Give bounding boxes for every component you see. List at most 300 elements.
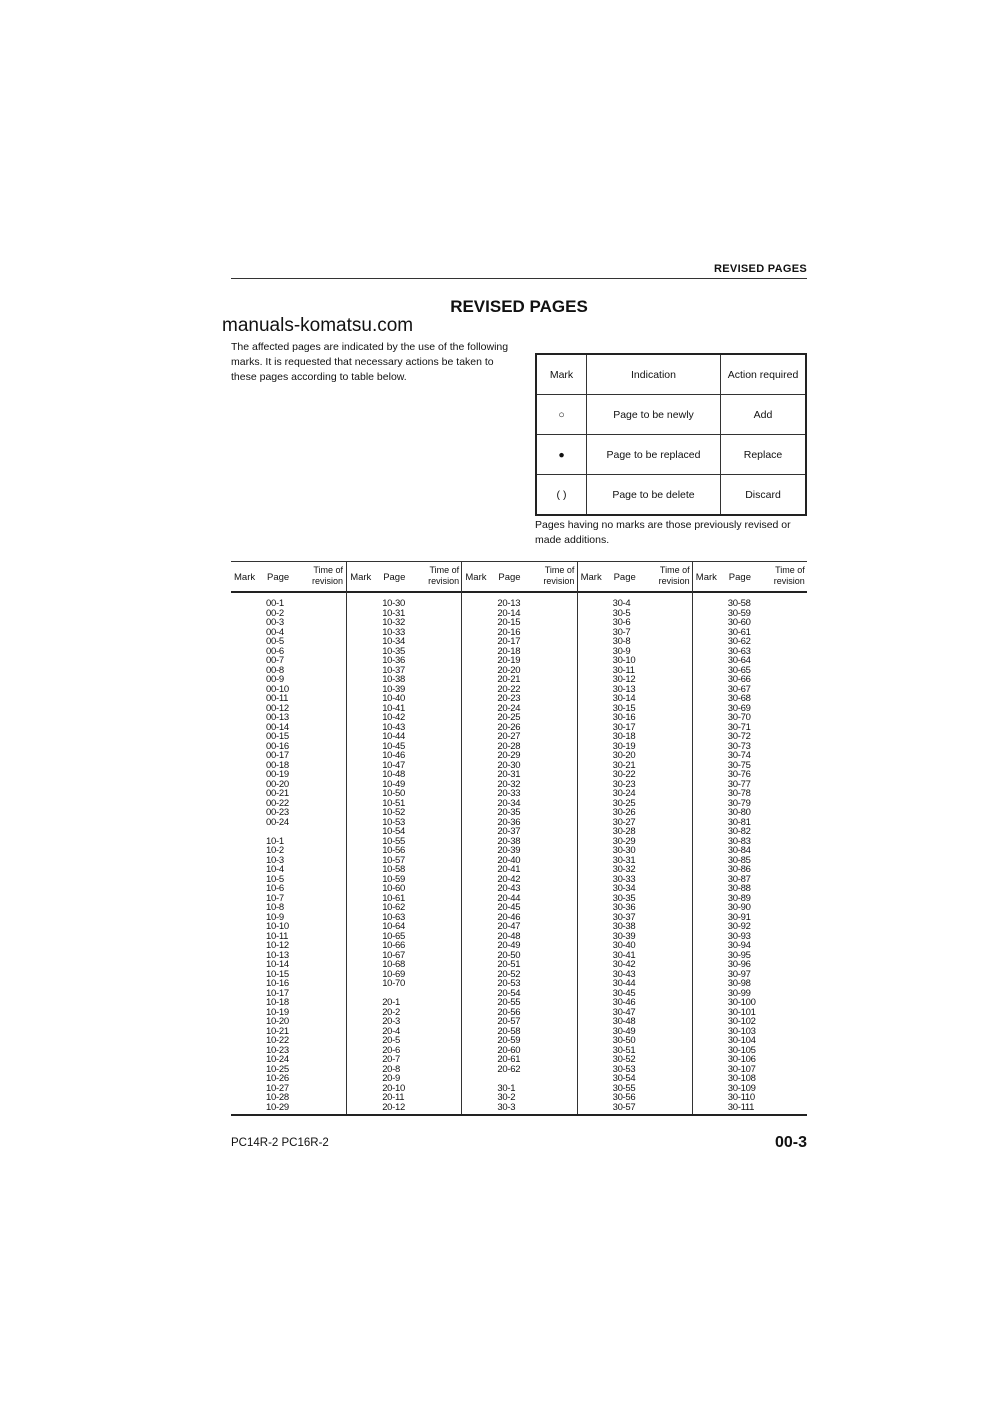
page-cell: 10-33: [382, 626, 405, 638]
column-header-mark: Mark: [350, 572, 372, 583]
table-row: [347, 1017, 462, 1027]
page-cell: 20-29: [497, 750, 521, 761]
header-line: revision: [543, 576, 575, 586]
page-cell: 20-41: [497, 864, 521, 875]
column-header-page: Page: [613, 572, 636, 583]
page-cell: 00-21: [266, 788, 289, 799]
table-row: [347, 1046, 462, 1056]
page-cell: 30-18: [612, 731, 636, 742]
page-cell: 30-101: [727, 1006, 756, 1018]
table-row: [578, 894, 693, 904]
page-cell: 30-99: [727, 987, 751, 999]
page-cell: 30-79: [727, 797, 751, 809]
table-row: [578, 761, 693, 771]
page-cell: 20-31: [497, 769, 521, 780]
page-cell: 30-38: [612, 921, 636, 932]
page-cell: 30-26: [612, 807, 636, 818]
page-cell: 30-50: [612, 1035, 636, 1046]
table-column-group: [461, 562, 577, 1114]
page-cell: 10-66: [382, 940, 405, 951]
page-cell: 30-45: [612, 987, 636, 999]
page-cell: 10-3: [266, 854, 284, 866]
page-cell: 00-24: [266, 816, 289, 828]
table-row: [578, 1084, 693, 1094]
page-cell: 30-62: [727, 636, 751, 647]
page-cell: 20-44: [497, 892, 521, 904]
page-cell: 30-32: [612, 864, 636, 875]
page-cell: 20-56: [497, 1006, 521, 1018]
table-row: [578, 903, 693, 913]
header-line: Time of: [659, 565, 690, 575]
table-row: [578, 618, 693, 628]
table-row: [578, 913, 693, 923]
table-row: [578, 1065, 693, 1075]
table-row: [231, 818, 346, 828]
page-cell: 30-44: [612, 978, 636, 989]
table-row: [578, 998, 693, 1008]
page-cell: 00-11: [266, 693, 289, 704]
table-row: [231, 628, 346, 638]
page-list: [693, 599, 808, 1112]
column-header-page: Page: [267, 572, 290, 583]
legend-table: [535, 353, 807, 516]
table-row: [578, 694, 693, 704]
table-row: [231, 618, 346, 628]
page-cell: 00-3: [266, 617, 284, 628]
table-row: [347, 998, 462, 1008]
table-row: [578, 818, 693, 828]
table-row: [231, 827, 346, 837]
page-cell: 20-53: [497, 978, 521, 989]
table-row: [578, 637, 693, 647]
table-row: [578, 1055, 693, 1065]
page-cell: 10-51: [382, 797, 405, 809]
page-cell: 20-22: [497, 683, 521, 695]
page-cell: 30-75: [727, 759, 751, 771]
page-cell: 10-56: [382, 845, 405, 856]
page-cell: 30-54: [612, 1073, 636, 1084]
legend-indication: Page to be delete: [587, 475, 721, 516]
table-row: [578, 884, 693, 894]
page-cell: 30-12: [612, 674, 636, 685]
table-row: [578, 704, 693, 714]
page-cell: 20-25: [497, 712, 521, 723]
page-cell: 30-68: [727, 693, 751, 704]
page-cell: 30-24: [612, 788, 636, 799]
page-cell: 30-40: [612, 940, 636, 951]
page-cell: 20-47: [497, 921, 521, 932]
page-cell: 20-32: [497, 778, 521, 790]
page-cell: 20-43: [497, 883, 521, 894]
table-row: [578, 1093, 693, 1103]
page-cell: 30-6: [612, 617, 631, 628]
page-cell: 30-22: [612, 769, 636, 780]
header-line: Time of: [775, 565, 805, 575]
table-row: [347, 1055, 462, 1065]
legend-indication: Page to be newly: [587, 395, 721, 435]
header-line: Time of: [544, 565, 575, 575]
page-cell: 10-34: [382, 636, 405, 647]
page-cell: 00-15: [266, 731, 289, 742]
page-cell: 10-46: [382, 750, 405, 761]
page-cell: 30-109: [727, 1082, 756, 1094]
table-row: [462, 1084, 577, 1094]
page-cell: 20-39: [497, 845, 521, 856]
page-cell: 20-28: [497, 740, 521, 752]
table-row: [578, 656, 693, 666]
page-cell: 10-54: [382, 826, 405, 837]
column-header-page: Page: [498, 572, 521, 583]
legend-action: Add: [721, 395, 807, 435]
legend-mark: ( ): [536, 475, 587, 516]
page-cell: 20-13: [497, 598, 521, 609]
page-cell: 20-55: [497, 997, 521, 1008]
table-row: [231, 894, 346, 904]
page-title: REVISED PAGES: [450, 297, 588, 316]
page-cell: 30-110: [727, 1092, 755, 1103]
legend-row: [536, 435, 806, 475]
page-cell: 30-58: [727, 598, 751, 609]
table-row: [578, 742, 693, 752]
page-cell: 20-30: [497, 759, 521, 771]
legend-mark: ●: [536, 435, 587, 475]
page-cell: 10-60: [382, 883, 405, 894]
page-cell: 10-20: [266, 1016, 289, 1027]
table-row: [347, 1008, 462, 1018]
page-cell: 30-15: [612, 702, 636, 714]
column-header-time-of-revision: [543, 565, 574, 587]
table-row: [462, 1065, 577, 1075]
page-cell: 20-17: [497, 636, 521, 647]
page-cell: 30-29: [612, 835, 636, 847]
page-cell: 30-3: [497, 1101, 516, 1113]
table-row: [231, 637, 346, 647]
table-row: [231, 903, 346, 913]
page-cell: 30-21: [612, 759, 636, 771]
page-cell: 20-6: [382, 1044, 401, 1056]
page-cell: 20-51: [497, 959, 521, 970]
table-row: [578, 1046, 693, 1056]
table-row: [578, 856, 693, 866]
table-row: [578, 609, 693, 619]
table-row: [578, 789, 693, 799]
page-cell: 00-5: [266, 636, 284, 647]
table-row: [347, 989, 462, 999]
header-line: revision: [311, 576, 343, 586]
page-cell: 10-16: [266, 978, 289, 989]
page-cell: 10-50: [382, 788, 405, 799]
table-row: [231, 846, 346, 856]
page-cell: 30-63: [727, 645, 751, 657]
page-cell: 30-95: [727, 949, 751, 961]
page-cell: 10-4: [266, 864, 284, 875]
page-cell: 10-43: [382, 721, 405, 733]
page-cell: 30-20: [612, 750, 636, 761]
table-row: [578, 1027, 693, 1037]
page-cell: 20-54: [497, 987, 521, 999]
page-cell: 30-71: [727, 721, 751, 733]
page-cell: 10-63: [382, 911, 405, 923]
page-cell: 10-52: [382, 807, 405, 818]
page-cell: 10-59: [382, 873, 405, 885]
table-row: [231, 656, 346, 666]
page-cell: 10-62: [382, 902, 405, 913]
page-cell: 00-8: [266, 664, 284, 676]
page-cell: 30-1: [497, 1082, 516, 1094]
page-cell: 30-81: [727, 816, 751, 828]
page-cell: 10-44: [382, 731, 405, 742]
page-cell: 30-9: [612, 645, 631, 657]
page-cell: 30-98: [727, 978, 751, 989]
page-cell: 30-8: [612, 636, 631, 647]
table-row: [578, 875, 693, 885]
page-cell: 20-16: [497, 626, 521, 638]
page-cell: 30-43: [612, 968, 636, 980]
page-cell: 10-8: [266, 902, 284, 913]
page-cell: 10-14: [266, 959, 289, 970]
page-cell: 10-25: [266, 1063, 289, 1075]
column-header-page: Page: [383, 572, 406, 583]
page-cell: 30-89: [727, 892, 751, 904]
legend-header-row: [536, 354, 806, 395]
page-cell: 30-93: [727, 930, 751, 942]
table-row: [578, 827, 693, 837]
page-cell: 30-59: [727, 607, 751, 619]
page-cell: 00-23: [266, 807, 289, 818]
table-row: [578, 979, 693, 989]
table-row: [462, 1093, 577, 1103]
page-cell: 00-7: [266, 655, 284, 666]
page-cell: 10-22: [266, 1035, 289, 1046]
legend-note: Pages having no marks are those previously revised or made additions.: [535, 519, 791, 546]
table-row: [231, 884, 346, 894]
page-cell: 30-73: [727, 740, 751, 752]
page-cell: 30-105: [727, 1044, 756, 1056]
page-cell: 30-88: [727, 883, 751, 894]
table-row: [693, 1103, 808, 1113]
page-cell: 30-33: [612, 873, 636, 885]
page-cell: 10-65: [382, 930, 405, 942]
page-cell: 10-39: [382, 683, 405, 695]
table-row: [578, 1017, 693, 1027]
page-cell: 20-50: [497, 949, 521, 961]
table-row: [578, 599, 693, 609]
page-cell: 30-2: [497, 1092, 516, 1103]
legend-indication: Page to be replaced: [587, 435, 721, 475]
page-cell: 10-6: [266, 883, 284, 894]
table-row: [578, 1036, 693, 1046]
page-cell: 30-4: [612, 598, 631, 609]
page-cell: 00-22: [266, 797, 289, 809]
page-cell: 30-74: [727, 750, 751, 761]
page-cell: 00-9: [266, 674, 284, 685]
page-cell: 30-23: [612, 778, 636, 790]
page-cell: 30-61: [727, 626, 751, 638]
page-cell: 30-17: [612, 721, 636, 733]
table-row: [347, 1065, 462, 1075]
page-cell: 30-67: [727, 683, 751, 695]
page-cell: 30-64: [727, 655, 751, 666]
table-row: [578, 628, 693, 638]
column-header-mark: Mark: [580, 572, 602, 583]
page-cell: 30-60: [727, 617, 751, 628]
page-cell: 10-5: [266, 873, 284, 885]
table-row: [578, 941, 693, 951]
table-row: [578, 837, 693, 847]
table-row: [578, 780, 693, 790]
page-cell: 20-46: [497, 911, 521, 923]
page-cell: 10-15: [266, 968, 289, 980]
legend-action: Discard: [721, 475, 807, 516]
page-cell: 00-14: [266, 721, 289, 733]
table-row: [578, 932, 693, 942]
page-cell: 30-16: [612, 712, 636, 723]
page-list: [578, 599, 693, 1112]
page-cell: 30-36: [612, 902, 636, 913]
running-header: REVISED PAGES: [714, 263, 807, 275]
table-column-group: [577, 562, 693, 1114]
page-cell: 10-37: [382, 664, 405, 676]
page-cell: 10-28: [266, 1092, 289, 1103]
page-cell: 20-14: [497, 607, 521, 619]
page-cell: 20-42: [497, 873, 521, 885]
table-row: [578, 951, 693, 961]
page-cell: 30-96: [727, 959, 751, 970]
column-header-time-of-revision: [659, 565, 690, 587]
table-row: [231, 875, 346, 885]
page-cell: 20-26: [497, 721, 521, 733]
page-cell: 30-19: [612, 740, 636, 752]
page-cell: 00-2: [266, 607, 284, 619]
table-row: [578, 799, 693, 809]
watermark: manuals-komatsu.com: [222, 315, 414, 336]
page-cell: 10-61: [382, 892, 405, 904]
page-cell: 20-33: [497, 788, 521, 799]
table-row: [231, 837, 346, 847]
table-row: [578, 723, 693, 733]
page-cell: 30-25: [612, 797, 636, 809]
page-cell: 30-37: [612, 911, 636, 923]
page-cell: 20-61: [497, 1054, 521, 1065]
page-cell: 10-13: [266, 949, 289, 961]
page-cell: 10-17: [266, 987, 289, 999]
page-cell: 30-51: [612, 1044, 636, 1056]
page-cell: 20-49: [497, 940, 521, 951]
page-cell: 00-13: [266, 712, 289, 723]
page-cell: 00-20: [266, 778, 289, 790]
intro-text: The affected pages are indicated by the use of the following marks. It is requested that necessary actions be taken to these pages according to table below.: [231, 341, 509, 383]
page-cell: 20-34: [497, 797, 521, 809]
page-cell: 30-5: [612, 607, 631, 619]
page-list: [231, 599, 346, 1112]
page-cell: 30-48: [612, 1016, 636, 1027]
page-cell: 30-94: [727, 940, 751, 951]
table-row: [231, 609, 346, 619]
legend-row: [536, 395, 806, 435]
page-cell: 30-90: [727, 902, 751, 913]
legend-mark: ○: [536, 395, 587, 435]
page-cell: 10-31: [382, 607, 405, 619]
page-cell: 10-67: [382, 949, 405, 961]
page-cell: 20-8: [382, 1063, 401, 1075]
page-cell: 30-82: [727, 826, 751, 837]
page-cell: 30-70: [727, 712, 751, 723]
page-cell: 30-47: [612, 1006, 636, 1018]
page-cell: 20-27: [497, 731, 521, 742]
table-row: [347, 1103, 462, 1113]
page-cell: 10-30: [382, 598, 405, 609]
table-row: [231, 685, 346, 695]
page-cell: 10-55: [382, 835, 405, 847]
page-cell: 20-10: [382, 1082, 405, 1094]
page-cell: 00-4: [266, 626, 284, 638]
page-cell: 10-32: [382, 617, 405, 628]
page-cell: 30-31: [612, 854, 636, 866]
page-cell: 30-103: [727, 1025, 756, 1037]
page-cell: 10-7: [266, 892, 284, 904]
page-cell: 10-19: [266, 1006, 289, 1018]
page-list: [347, 599, 462, 1112]
page-cell: 20-57: [497, 1016, 521, 1027]
header-rule: [231, 278, 807, 279]
page-cell: 10-9: [266, 911, 284, 923]
page-cell: 10-21: [266, 1025, 289, 1037]
page-cell: 30-108: [727, 1073, 756, 1084]
table-row: [578, 865, 693, 875]
page-cell: 30-11: [612, 664, 635, 676]
page-list: [462, 599, 577, 1112]
column-header-time-of-revision: [312, 565, 343, 587]
table-row: [231, 599, 346, 609]
header-line: revision: [658, 576, 690, 586]
table-row: [578, 751, 693, 761]
page-cell: 10-68: [382, 959, 405, 970]
page-cell: 00-10: [266, 683, 289, 695]
page-cell: 10-57: [382, 854, 405, 866]
page-cell: 10-36: [382, 655, 405, 666]
table-row: [231, 856, 346, 866]
legend-row: [536, 475, 806, 516]
page-cell: 30-42: [612, 959, 636, 970]
page-cell: 20-40: [497, 854, 521, 866]
page-cell: 20-7: [382, 1054, 401, 1065]
table-row: [578, 960, 693, 970]
page-cell: 10-47: [382, 759, 405, 771]
page-cell: 10-12: [266, 940, 289, 951]
table-column-group: [231, 562, 346, 1114]
table-row: [578, 1103, 693, 1113]
page-cell: 30-53: [612, 1063, 636, 1075]
page-cell: 10-1: [266, 835, 284, 847]
page-cell: 20-3: [382, 1016, 401, 1027]
page-cell: 20-18: [497, 645, 521, 657]
header-line: Time of: [429, 565, 460, 575]
page-cell: 20-59: [497, 1035, 521, 1046]
page-cell: 30-28: [612, 826, 636, 837]
page-cell: 30-27: [612, 816, 636, 828]
page-cell: 00-17: [266, 750, 289, 761]
page-cell: 30-77: [727, 778, 751, 790]
column-header-time-of-revision: [774, 565, 805, 587]
table-row: [578, 989, 693, 999]
model-name: PC14R-2 PC16R-2: [231, 1137, 329, 1149]
header-line: revision: [773, 576, 805, 586]
page-cell: 30-7: [612, 626, 631, 638]
page-cell: 30-56: [612, 1092, 636, 1103]
page-cell: 20-58: [497, 1025, 521, 1037]
table-row: [578, 970, 693, 980]
page-cell: 30-41: [612, 949, 636, 961]
